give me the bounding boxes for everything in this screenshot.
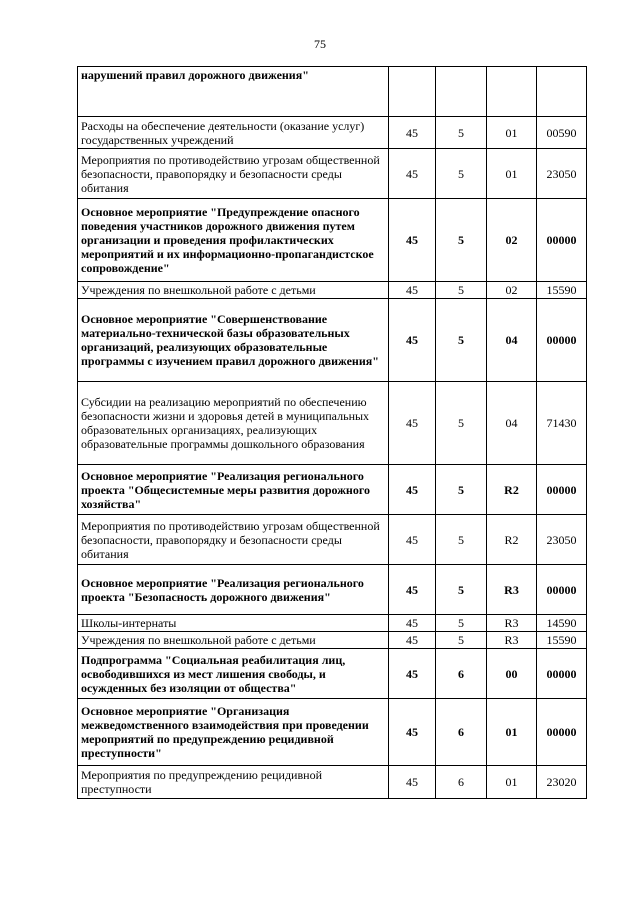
- row-name-cell: Мероприятия по противодействию угрозам общественной безопасности, правопорядку и безопасности среды обитания: [78, 515, 389, 565]
- row-code-cell: 45: [389, 149, 436, 199]
- row-code-cell: 45: [389, 299, 436, 382]
- table-row: [78, 615, 587, 632]
- row-code-cell: 5: [436, 615, 487, 632]
- row-code-cell: 01: [487, 766, 537, 799]
- row-code-cell: [436, 67, 487, 117]
- row-name-cell: Основное мероприятие "Предупреждение опасного поведения участников дорожного движения путем организации и проведения профилактических мероприятий и их информационно-пропагандистское сопровождение": [78, 199, 389, 282]
- table-row: [78, 565, 587, 615]
- row-name-cell: Основное мероприятие "Реализация регионального проекта "Общесистемные меры развития дорожного хозяйства": [78, 465, 389, 515]
- row-name-cell: Мероприятия по предупреждению рецидивной преступности: [78, 766, 389, 799]
- row-code-cell: 00000: [537, 649, 587, 699]
- row-code-cell: 14590: [537, 615, 587, 632]
- table-row: [78, 149, 587, 199]
- row-code-cell: 00590: [537, 117, 587, 149]
- row-code-cell: 23020: [537, 766, 587, 799]
- row-code-cell: 04: [487, 299, 537, 382]
- page-number: 75: [314, 37, 326, 51]
- table-row: [78, 117, 587, 149]
- row-code-cell: 5: [436, 515, 487, 565]
- row-code-cell: R3: [487, 632, 537, 649]
- row-name-cell: Подпрограмма "Социальная реабилитация лиц, освободившихся из мест лишения свободы, и осужденных без изоляции от общества": [78, 649, 389, 699]
- table-row: [78, 632, 587, 649]
- row-code-cell: 00000: [537, 199, 587, 282]
- row-code-cell: 5: [436, 465, 487, 515]
- row-code-cell: 01: [487, 117, 537, 149]
- row-code-cell: 45: [389, 282, 436, 299]
- row-name-cell: нарушений правил дорожного движения": [78, 67, 389, 117]
- table-row: [78, 67, 587, 117]
- row-code-cell: 6: [436, 649, 487, 699]
- row-name-cell: Учреждения по внешкольной работе с детьми: [78, 282, 389, 299]
- row-code-cell: 71430: [537, 382, 587, 465]
- row-name-cell: Учреждения по внешкольной работе с детьми: [78, 632, 389, 649]
- row-code-cell: 5: [436, 282, 487, 299]
- row-name-cell: Мероприятия по противодействию угрозам общественной безопасности, правопорядку и безопасности среды обитания: [78, 149, 389, 199]
- row-code-cell: R3: [487, 615, 537, 632]
- row-code-cell: 5: [436, 632, 487, 649]
- row-code-cell: 45: [389, 565, 436, 615]
- row-code-cell: 45: [389, 766, 436, 799]
- table-row: [78, 465, 587, 515]
- row-code-cell: 5: [436, 117, 487, 149]
- row-code-cell: 45: [389, 615, 436, 632]
- row-code-cell: [389, 67, 436, 117]
- row-code-cell: R2: [487, 465, 537, 515]
- budget-table: [77, 66, 587, 799]
- row-code-cell: 15590: [537, 632, 587, 649]
- row-name-cell: Основное мероприятие "Совершенствование материально-технической базы образовательных организаций, реализующих образовательные программы с изучением правил дорожного движения": [78, 299, 389, 382]
- row-code-cell: 5: [436, 149, 487, 199]
- row-code-cell: 45: [389, 199, 436, 282]
- row-code-cell: 00000: [537, 465, 587, 515]
- row-name-cell: Расходы на обеспечение деятельности (оказание услуг) государственных учреждений: [78, 117, 389, 149]
- row-code-cell: 45: [389, 382, 436, 465]
- row-code-cell: 45: [389, 649, 436, 699]
- row-name-cell: Основное мероприятие "Организация межведомственного взаимодействия при проведении мероприятий по предупреждению рецидивной преступности": [78, 699, 389, 766]
- row-code-cell: 23050: [537, 515, 587, 565]
- table-row: [78, 282, 587, 299]
- row-code-cell: 00000: [537, 299, 587, 382]
- table-row: [78, 699, 587, 766]
- table-row: [78, 766, 587, 799]
- row-code-cell: 15590: [537, 282, 587, 299]
- row-code-cell: 5: [436, 382, 487, 465]
- row-code-cell: 5: [436, 199, 487, 282]
- row-code-cell: R2: [487, 515, 537, 565]
- row-code-cell: 00: [487, 649, 537, 699]
- table-row: [78, 299, 587, 382]
- row-code-cell: 02: [487, 282, 537, 299]
- row-code-cell: 6: [436, 699, 487, 766]
- row-name-cell: Основное мероприятие "Реализация регионального проекта "Безопасность дорожного движения": [78, 565, 389, 615]
- table-row: [78, 515, 587, 565]
- row-code-cell: 01: [487, 699, 537, 766]
- row-code-cell: 02: [487, 199, 537, 282]
- row-code-cell: 45: [389, 632, 436, 649]
- row-code-cell: 45: [389, 699, 436, 766]
- row-code-cell: R3: [487, 565, 537, 615]
- row-code-cell: 00000: [537, 699, 587, 766]
- row-code-cell: 5: [436, 299, 487, 382]
- row-code-cell: 5: [436, 565, 487, 615]
- row-name-cell: Школы-интернаты: [78, 615, 389, 632]
- table-row: [78, 382, 587, 465]
- row-code-cell: 45: [389, 515, 436, 565]
- row-code-cell: 01: [487, 149, 537, 199]
- table-row: [78, 649, 587, 699]
- row-code-cell: [537, 67, 587, 117]
- row-code-cell: 23050: [537, 149, 587, 199]
- budget-table-body: [78, 67, 587, 799]
- row-code-cell: 45: [389, 117, 436, 149]
- row-code-cell: 04: [487, 382, 537, 465]
- row-code-cell: 45: [389, 465, 436, 515]
- row-code-cell: 6: [436, 766, 487, 799]
- row-code-cell: 00000: [537, 565, 587, 615]
- table-row: [78, 199, 587, 282]
- row-code-cell: [487, 67, 537, 117]
- row-name-cell: Субсидии на реализацию мероприятий по обеспечению безопасности жизни и здоровья детей в муниципальных образовательных организациях, реализующих образовательные программы дошкольного образования: [78, 382, 389, 465]
